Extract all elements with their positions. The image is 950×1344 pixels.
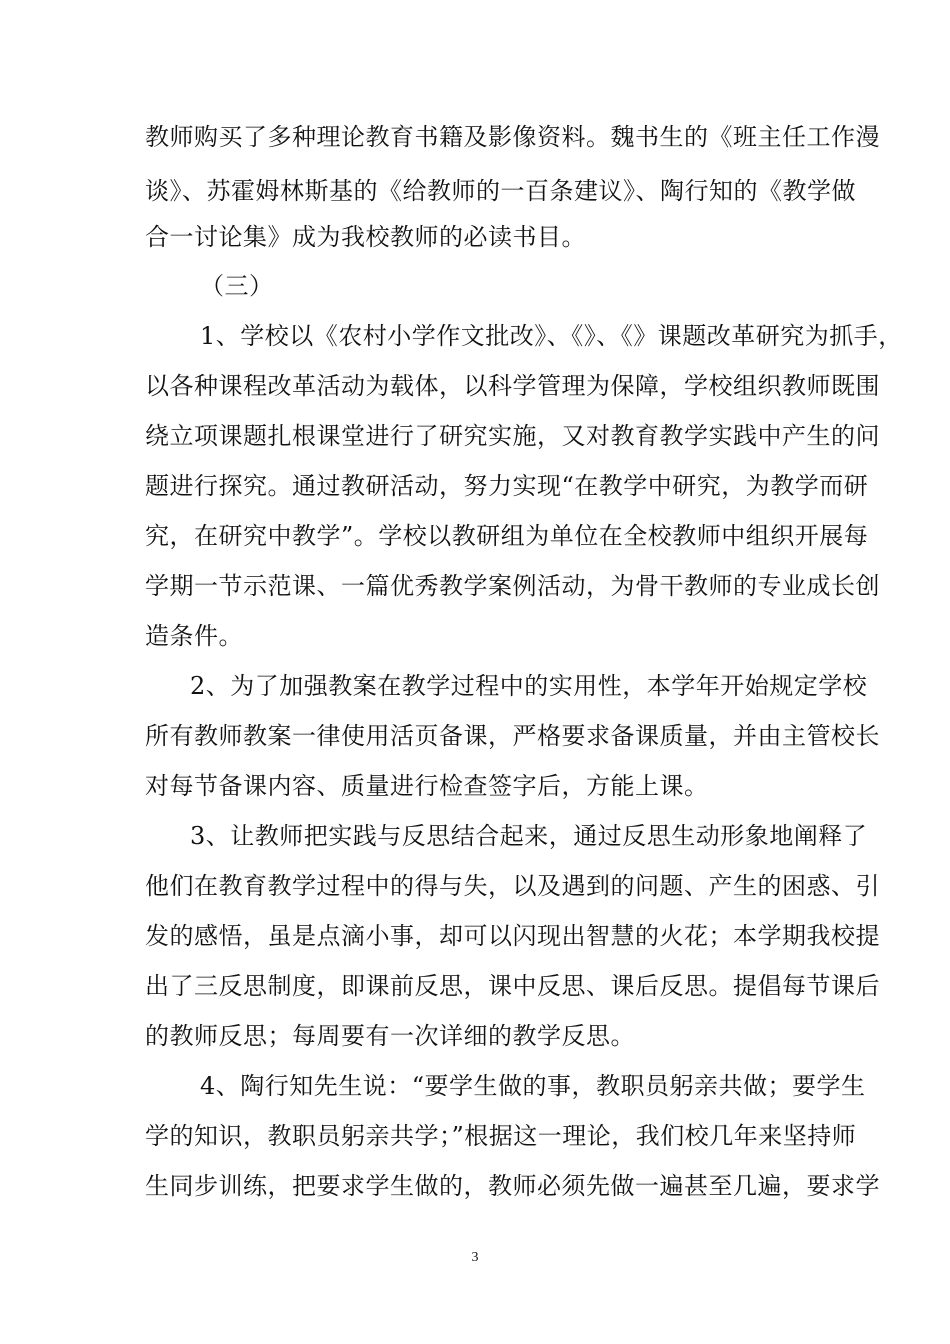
text-line: 生同步训练，把要求学生做的，教师必须先做一遍甚至几遍，要求学 bbox=[145, 1172, 880, 1200]
text-line: 教师购买了多种理论教育书籍及影像资料。魏书生的《班主任工作漫 bbox=[145, 123, 880, 151]
text-line: 出了三反思制度，即课前反思，课中反思、课后反思。提倡每节课后 bbox=[145, 972, 880, 1000]
text-line: 1、学校以《农村小学作文批改》、《》、《》课题改革研究为抓手， bbox=[200, 322, 903, 350]
text-line: 的教师反思；每周要有一次详细的教学反思。 bbox=[145, 1022, 635, 1050]
text-line: 谈》、苏霍姆林斯基的《给教师的一百条建议》、陶行知的《教学做 bbox=[145, 177, 856, 205]
text-line: 对每节备课内容、质量进行检查签字后，方能上课。 bbox=[145, 772, 709, 800]
text-line: 造条件。 bbox=[145, 622, 243, 650]
text-line: 3、让教师把实践与反思结合起来，通过反思生动形象地阐释了 bbox=[190, 822, 868, 850]
text-line: 学的知识，教职员躬亲共学；”根据这一理论，我们校几年来坚持师 bbox=[145, 1122, 857, 1150]
section-heading: （三） bbox=[200, 272, 274, 300]
text-line: 究，在研究中教学”。学校以教研组为单位在全校教师中组织开展每 bbox=[145, 522, 869, 550]
text-line: 2、为了加强教案在教学过程中的实用性，本学年开始规定学校 bbox=[190, 672, 868, 700]
text-line: 发的感悟，虽是点滴小事，却可以闪现出智慧的火花；本学期我校提 bbox=[145, 922, 880, 950]
text-line: 所有教师教案一律使用活页备课，严格要求备课质量，并由主管校长 bbox=[145, 722, 880, 750]
text-line: 合一讨论集》成为我校教师的必读书目。 bbox=[145, 223, 586, 251]
page-number: 3 bbox=[471, 1250, 479, 1265]
text-line: 学期一节示范课、一篇优秀教学案例活动，为骨干教师的专业成长创 bbox=[145, 572, 880, 600]
text-line: 题进行探究。通过教研活动，努力实现“在教学中研究，为教学而研 bbox=[145, 472, 869, 500]
text-line: 4、陶行知先生说：“要学生做的事，教职员躬亲共做；要学生 bbox=[200, 1072, 866, 1100]
text-line: 绕立项课题扎根课堂进行了研究实施，又对教育教学实践中产生的问 bbox=[145, 422, 880, 450]
text-line: 他们在教育教学过程中的得与失，以及遇到的问题、产生的困惑、引 bbox=[145, 872, 880, 900]
text-line: 以各种课程改革活动为载体，以科学管理为保障，学校组织教师既围 bbox=[145, 372, 880, 400]
